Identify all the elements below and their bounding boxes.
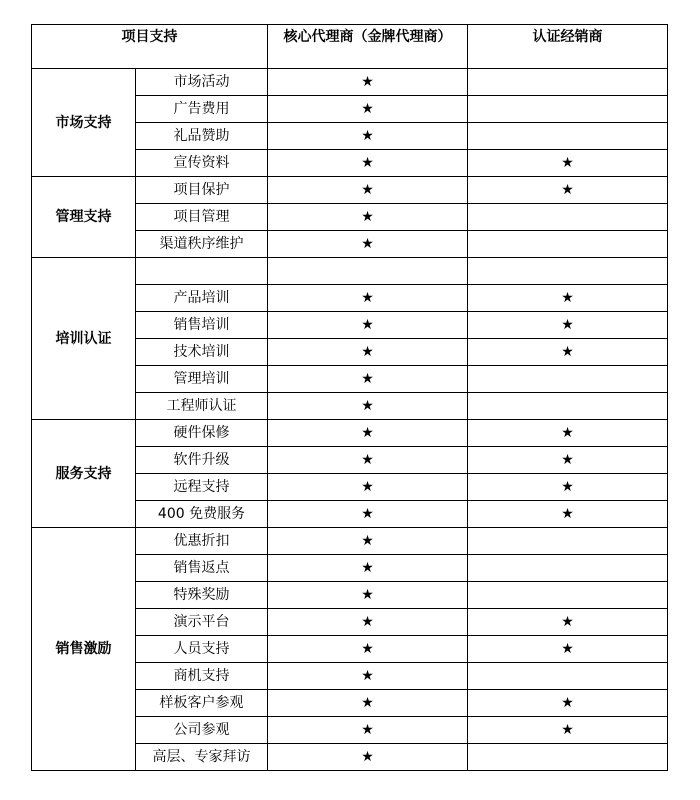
item-label-cell: 远程支持 (136, 474, 268, 501)
certified-dealer-star-cell: ★ (468, 609, 668, 636)
certified-dealer-star-cell (468, 744, 668, 771)
core-agent-star-cell: ★ (268, 69, 468, 96)
item-label-cell: 销售培训 (136, 312, 268, 339)
item-label-cell: 管理培训 (136, 366, 268, 393)
certified-dealer-star-cell: ★ (468, 420, 668, 447)
table-row (32, 528, 668, 555)
certified-dealer-star-cell (468, 123, 668, 150)
core-agent-star-cell: ★ (268, 231, 468, 258)
item-label-cell: 礼品赞助 (136, 123, 268, 150)
table-row (32, 177, 668, 204)
core-agent-star-cell: ★ (268, 582, 468, 609)
core-agent-star-cell: ★ (268, 123, 468, 150)
item-label-cell: 宣传资料 (136, 150, 268, 177)
item-label-cell: 演示平台 (136, 609, 268, 636)
item-label-cell (136, 258, 268, 285)
item-label-cell: 广告费用 (136, 96, 268, 123)
certified-dealer-star-cell: ★ (468, 636, 668, 663)
certified-dealer-star-cell (468, 393, 668, 420)
header-row (32, 25, 668, 69)
certified-dealer-star-cell: ★ (468, 690, 668, 717)
item-label-cell: 400 免费服务 (136, 501, 268, 528)
certified-dealer-star-cell (468, 663, 668, 690)
core-agent-star-cell: ★ (268, 312, 468, 339)
core-agent-star-cell: ★ (268, 285, 468, 312)
header-project: 项目支持 (32, 25, 268, 69)
core-agent-star-cell: ★ (268, 636, 468, 663)
item-label-cell: 渠道秩序维护 (136, 231, 268, 258)
support-comparison-table (31, 24, 668, 771)
item-label-cell: 硬件保修 (136, 420, 268, 447)
item-label-cell: 样板客户参观 (136, 690, 268, 717)
category-cell: 市场支持 (32, 69, 136, 177)
core-agent-star-cell (268, 258, 468, 285)
core-agent-star-cell: ★ (268, 690, 468, 717)
certified-dealer-star-cell (468, 366, 668, 393)
category-cell: 管理支持 (32, 177, 136, 258)
core-agent-star-cell: ★ (268, 96, 468, 123)
core-agent-star-cell: ★ (268, 744, 468, 771)
table-row (32, 69, 668, 96)
item-label-cell: 产品培训 (136, 285, 268, 312)
core-agent-star-cell: ★ (268, 366, 468, 393)
item-label-cell: 工程师认证 (136, 393, 268, 420)
item-label-cell: 市场活动 (136, 69, 268, 96)
core-agent-star-cell: ★ (268, 339, 468, 366)
certified-dealer-star-cell (468, 69, 668, 96)
item-label-cell: 特殊奖励 (136, 582, 268, 609)
certified-dealer-star-cell: ★ (468, 177, 668, 204)
certified-dealer-star-cell: ★ (468, 501, 668, 528)
certified-dealer-star-cell (468, 528, 668, 555)
core-agent-star-cell: ★ (268, 393, 468, 420)
core-agent-star-cell: ★ (268, 717, 468, 744)
certified-dealer-star-cell: ★ (468, 339, 668, 366)
certified-dealer-star-cell: ★ (468, 285, 668, 312)
item-label-cell: 销售返点 (136, 555, 268, 582)
table-row (32, 420, 668, 447)
certified-dealer-star-cell: ★ (468, 474, 668, 501)
core-agent-star-cell: ★ (268, 150, 468, 177)
core-agent-star-cell: ★ (268, 474, 468, 501)
certified-dealer-star-cell: ★ (468, 447, 668, 474)
item-label-cell: 高层、专家拜访 (136, 744, 268, 771)
certified-dealer-star-cell: ★ (468, 717, 668, 744)
certified-dealer-star-cell (468, 204, 668, 231)
core-agent-star-cell: ★ (268, 177, 468, 204)
core-agent-star-cell: ★ (268, 528, 468, 555)
table-body (32, 69, 668, 771)
header-core-agent: 核心代理商（金牌代理商） (268, 25, 468, 69)
certified-dealer-star-cell (468, 582, 668, 609)
category-cell: 销售激励 (32, 528, 136, 771)
core-agent-star-cell: ★ (268, 447, 468, 474)
core-agent-star-cell: ★ (268, 555, 468, 582)
item-label-cell: 项目保护 (136, 177, 268, 204)
category-cell: 培训认证 (32, 258, 136, 420)
item-label-cell: 优惠折扣 (136, 528, 268, 555)
item-label-cell: 技术培训 (136, 339, 268, 366)
certified-dealer-star-cell (468, 231, 668, 258)
item-label-cell: 公司参观 (136, 717, 268, 744)
core-agent-star-cell: ★ (268, 663, 468, 690)
header-certified-dealer: 认证经销商 (468, 25, 668, 69)
table-row (32, 258, 668, 285)
item-label-cell: 人员支持 (136, 636, 268, 663)
item-label-cell: 商机支持 (136, 663, 268, 690)
certified-dealer-star-cell (468, 258, 668, 285)
core-agent-star-cell: ★ (268, 204, 468, 231)
item-label-cell: 项目管理 (136, 204, 268, 231)
item-label-cell: 软件升级 (136, 447, 268, 474)
core-agent-star-cell: ★ (268, 609, 468, 636)
certified-dealer-star-cell (468, 96, 668, 123)
certified-dealer-star-cell: ★ (468, 312, 668, 339)
category-cell: 服务支持 (32, 420, 136, 528)
core-agent-star-cell: ★ (268, 501, 468, 528)
core-agent-star-cell: ★ (268, 420, 468, 447)
certified-dealer-star-cell: ★ (468, 150, 668, 177)
certified-dealer-star-cell (468, 555, 668, 582)
